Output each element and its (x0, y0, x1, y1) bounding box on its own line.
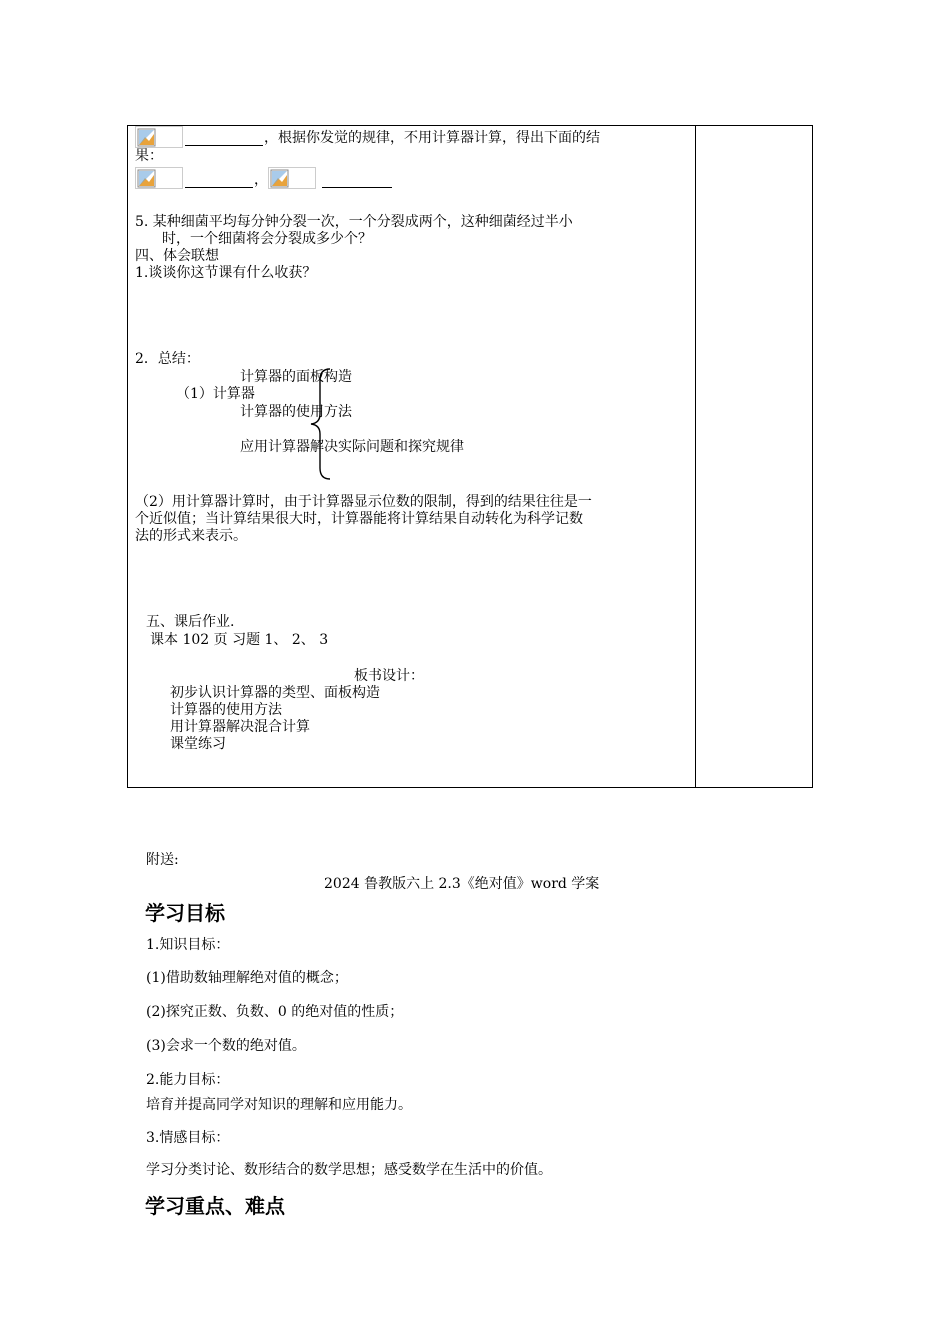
item-1: 1.谈谈你这节课有什么收获？ (135, 265, 317, 281)
row1-text: ，根据你发觉的规律，不用计算器计算，得出下面的结 (264, 130, 600, 146)
calc-label: （1）计算器 (176, 386, 255, 402)
goal-2: 2.能力目标： (146, 1072, 230, 1088)
goal-1c: (3)会求一个数的绝对值。 (146, 1038, 306, 1054)
brace-item-1: 计算器的面板构造 (240, 369, 352, 385)
curly-brace (308, 368, 338, 480)
table-column-divider (695, 125, 696, 788)
section-4-heading: 四、体会联想 (135, 248, 219, 264)
heading-key-points: 学习重点、难点 (145, 1194, 285, 1218)
row1-cont: 果： (135, 148, 163, 164)
board-item-4: 课堂练习 (170, 736, 226, 752)
note-line-1: （2）用计算器计算时，由于计算器显示位数的限制，得到的结果往往是一 (135, 494, 592, 510)
heading-goals: 学习目标 (145, 901, 225, 925)
homework: 课本 102 页 习题 1、 2、 3 (150, 632, 329, 648)
goal-1b: (2)探究正数、负数、0 的绝对值的性质； (146, 1004, 404, 1020)
broken-image-icon (135, 126, 183, 148)
note-line-2: 个近似值；当计算结果很大时，计算器能将计算结果自动转化为科学记数 (135, 511, 583, 527)
note-line-3: 法的形式来表示。 (135, 528, 247, 544)
appendix-label: 附送: (146, 852, 179, 868)
answer-blank (322, 187, 392, 188)
goal-3-text: 学习分类讨论、数形结合的数学思想；感受数学在生活中的价值。 (146, 1162, 552, 1178)
brace-item-3: 应用计算器解决实际问题和探究规律 (240, 439, 464, 455)
board-title: 板书设计： (354, 668, 424, 684)
answer-blank (185, 187, 253, 188)
item-2: 2．总结： (135, 351, 200, 367)
question-5-line1: 5. 某种细菌平均每分钟分裂一次，一个分裂成两个，这种细菌经过半小 (135, 214, 573, 230)
doc-title: 2024 鲁教版六上 2.3《绝对值》word 学案 (324, 876, 600, 892)
goal-1a: (1)借助数轴理解绝对值的概念； (146, 970, 348, 986)
broken-image-icon (135, 167, 183, 189)
goal-3: 3.情感目标： (146, 1130, 230, 1146)
goal-1: 1.知识目标： (146, 937, 230, 953)
board-item-3: 用计算器解决混合计算 (170, 719, 310, 735)
board-item-2: 计算器的使用方法 (170, 702, 282, 718)
answer-blank (185, 145, 263, 146)
goal-2-text: 培育并提高同学对知识的理解和应用能力。 (146, 1097, 412, 1113)
row2-comma: ， (254, 172, 268, 188)
question-5-line2: 时，一个细菌将会分裂成多少个？ (162, 231, 372, 247)
board-item-1: 初步认识计算器的类型、面板构造 (170, 685, 380, 701)
section-5-heading: 五、课后作业. (146, 614, 235, 630)
brace-item-2: 计算器的使用方法 (240, 404, 352, 420)
broken-image-icon (268, 167, 316, 189)
